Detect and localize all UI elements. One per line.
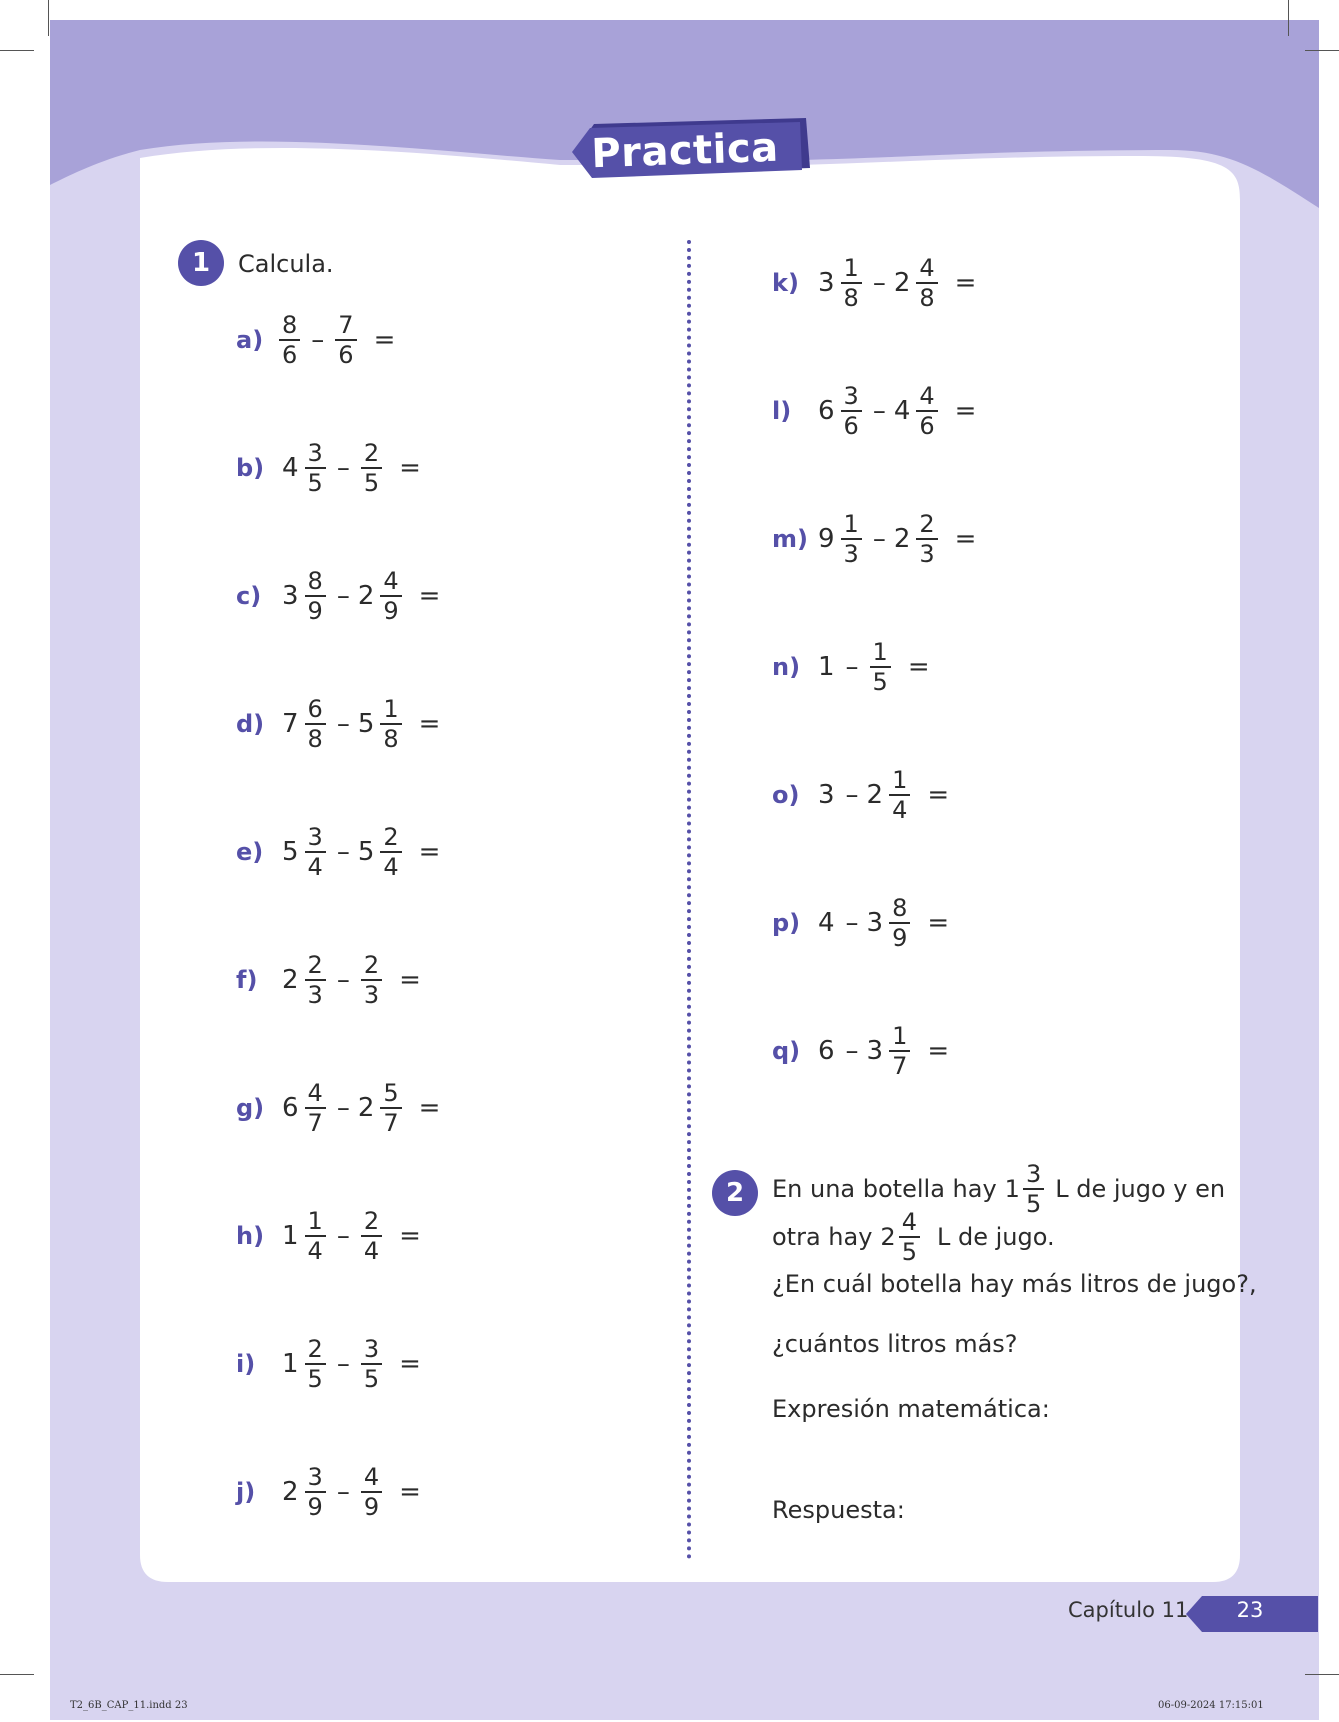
fraction xyxy=(361,951,382,1009)
numerator: 6 xyxy=(305,695,326,725)
numerator: 2 xyxy=(305,1335,326,1365)
equals-sign: = xyxy=(927,780,950,810)
exercise-item xyxy=(236,305,403,375)
denominator: 4 xyxy=(383,853,399,881)
print-slug-datetime: 06-09-2024 17:15:01 xyxy=(1158,1700,1264,1711)
whole-number: 6 xyxy=(818,396,835,426)
denominator: 6 xyxy=(338,341,354,369)
item-label: e) xyxy=(236,838,264,866)
numerator: 8 xyxy=(279,311,300,341)
equals-sign: = xyxy=(954,524,977,554)
fraction xyxy=(380,1079,401,1137)
equals-sign: = xyxy=(399,1477,421,1507)
equals-sign: = xyxy=(927,1036,950,1066)
whole-number: 6 xyxy=(282,1093,299,1123)
minus-sign: – xyxy=(336,965,350,995)
exercise-item xyxy=(236,817,448,887)
fraction xyxy=(305,439,326,497)
equals-sign: = xyxy=(907,652,930,682)
numerator: 1 xyxy=(380,695,401,725)
numerator: 2 xyxy=(361,1207,382,1237)
crop-mark xyxy=(0,1674,34,1675)
whole-number: 3 xyxy=(866,1036,884,1066)
denominator: 9 xyxy=(363,1493,380,1521)
fraction xyxy=(889,894,910,952)
numerator: 3 xyxy=(305,1463,326,1493)
numerator: 2 xyxy=(361,439,382,469)
numerator: 8 xyxy=(305,567,326,597)
numerator: 2 xyxy=(305,951,326,981)
minus-sign: – xyxy=(872,524,886,554)
exercise-item xyxy=(772,632,938,702)
numerator: 4 xyxy=(380,567,401,597)
fraction xyxy=(916,254,937,312)
item-label: j) xyxy=(236,1478,256,1506)
exercise-item xyxy=(236,433,429,503)
numerator: 1 xyxy=(889,766,910,796)
item-label: c) xyxy=(236,582,262,610)
fraction xyxy=(889,766,910,824)
denominator: 3 xyxy=(843,540,859,568)
numerator: 4 xyxy=(361,1463,382,1493)
denominator: 7 xyxy=(307,1109,323,1137)
numerator: 4 xyxy=(916,254,937,284)
item-label: k) xyxy=(772,269,799,297)
denominator: 8 xyxy=(307,725,323,753)
crop-mark xyxy=(48,0,49,36)
fraction xyxy=(305,951,326,1009)
denominator: 5 xyxy=(872,668,888,696)
minus-sign: – xyxy=(872,396,886,426)
equals-sign: = xyxy=(954,268,977,298)
fraction xyxy=(361,1335,382,1393)
minus-sign: – xyxy=(845,908,859,938)
minus-sign: – xyxy=(845,780,859,810)
denominator: 6 xyxy=(919,412,935,440)
whole-number: 2 xyxy=(880,1223,896,1251)
whole-number: 3 xyxy=(818,780,835,810)
equals-sign: = xyxy=(418,709,441,739)
problem-text: L de jugo y en xyxy=(1055,1175,1226,1203)
numerator: 1 xyxy=(841,254,862,284)
numerator: 1 xyxy=(889,1022,910,1052)
numerator: 4 xyxy=(899,1208,920,1238)
item-label: o) xyxy=(772,781,800,809)
fraction xyxy=(841,254,862,312)
fraction xyxy=(335,311,356,369)
whole-number: 4 xyxy=(818,908,835,938)
exercise-item xyxy=(772,888,957,958)
item-label: b) xyxy=(236,454,265,482)
exercise-item xyxy=(236,561,448,631)
whole-number: 1 xyxy=(282,1221,299,1251)
numerator: 1 xyxy=(870,638,891,668)
item-label: m) xyxy=(772,525,808,553)
whole-number: 2 xyxy=(893,268,911,298)
whole-number: 2 xyxy=(282,1477,299,1507)
denominator: 5 xyxy=(307,469,323,497)
fraction xyxy=(361,1463,382,1521)
whole-number: 5 xyxy=(282,837,299,867)
whole-number: 4 xyxy=(893,396,911,426)
equals-sign: = xyxy=(399,1221,421,1251)
whole-number: 9 xyxy=(818,524,835,554)
exercise-item xyxy=(772,504,984,574)
whole-number: 5 xyxy=(357,837,375,867)
denominator: 5 xyxy=(1025,1190,1042,1218)
whole-number: 2 xyxy=(357,581,375,611)
minus-sign: – xyxy=(311,325,325,355)
denominator: 8 xyxy=(843,284,859,312)
crop-mark xyxy=(1288,0,1289,36)
fraction xyxy=(889,1022,910,1080)
fraction xyxy=(841,510,862,568)
equals-sign: = xyxy=(927,908,950,938)
denominator: 3 xyxy=(363,981,380,1009)
item-label: n) xyxy=(772,653,801,681)
problem-text: otra hay xyxy=(772,1223,873,1251)
expression-label: Expresión matemática: xyxy=(772,1395,1050,1423)
minus-sign: – xyxy=(336,1477,350,1507)
denominator: 8 xyxy=(919,284,935,312)
exercise-item xyxy=(236,1457,429,1527)
denominator: 4 xyxy=(307,853,323,881)
whole-number: 2 xyxy=(866,780,884,810)
answer-label: Respuesta: xyxy=(772,1496,905,1524)
chapter-label: Capítulo 11 xyxy=(1068,1598,1189,1622)
equals-sign: = xyxy=(418,1093,441,1123)
denominator: 9 xyxy=(892,924,908,952)
denominator: 5 xyxy=(363,1365,380,1393)
numerator: 5 xyxy=(380,1079,401,1109)
problem-text: En una botella hay xyxy=(772,1175,997,1203)
fraction xyxy=(305,1335,326,1393)
whole-number: 4 xyxy=(282,453,299,483)
exercise-item xyxy=(772,1016,957,1086)
fraction xyxy=(841,382,862,440)
minus-sign: – xyxy=(336,837,350,867)
item-label: i) xyxy=(236,1350,256,1378)
minus-sign: – xyxy=(336,581,350,611)
exercise-item xyxy=(236,689,448,759)
numerator: 3 xyxy=(305,439,326,469)
numerator: 2 xyxy=(916,510,937,540)
fraction xyxy=(305,1079,326,1137)
minus-sign: – xyxy=(845,1036,859,1066)
minus-sign: – xyxy=(336,453,350,483)
numerator: 4 xyxy=(916,382,937,412)
denominator: 7 xyxy=(892,1052,908,1080)
denominator: 7 xyxy=(383,1109,399,1137)
fraction xyxy=(380,823,401,881)
print-slug-file: T2_6B_CAP_11.indd 23 xyxy=(70,1700,188,1711)
exercise-item xyxy=(236,1201,429,1271)
minus-sign: – xyxy=(336,1093,350,1123)
exercise-item xyxy=(772,248,984,318)
numerator: 1 xyxy=(305,1207,326,1237)
column-divider xyxy=(687,240,691,1560)
item-label: h) xyxy=(236,1222,265,1250)
denominator: 6 xyxy=(843,412,859,440)
mixed-number xyxy=(880,1208,923,1266)
whole-number: 2 xyxy=(357,1093,375,1123)
numerator: 7 xyxy=(335,311,356,341)
whole-number: 3 xyxy=(818,268,835,298)
numerator: 2 xyxy=(380,823,401,853)
whole-number: 3 xyxy=(282,581,299,611)
fraction xyxy=(899,1208,920,1266)
equals-sign: = xyxy=(418,837,441,867)
exercise-number-badge: 2 xyxy=(712,1170,758,1216)
denominator: 4 xyxy=(307,1237,323,1265)
denominator: 5 xyxy=(363,469,380,497)
minus-sign: – xyxy=(872,268,886,298)
exercise-item xyxy=(772,760,957,830)
whole-number: 3 xyxy=(866,908,884,938)
item-label: g) xyxy=(236,1094,265,1122)
item-label: f) xyxy=(236,966,258,994)
exercise-number-badge: 1 xyxy=(178,240,224,286)
fraction xyxy=(870,638,891,696)
fraction xyxy=(380,567,401,625)
denominator: 8 xyxy=(383,725,399,753)
whole-number: 1 xyxy=(1004,1175,1020,1203)
problem-question: ¿cuántos litros más? xyxy=(772,1330,1018,1358)
denominator: 5 xyxy=(901,1238,917,1266)
whole-number: 7 xyxy=(282,709,299,739)
crop-mark xyxy=(0,50,34,51)
equals-sign: = xyxy=(418,581,441,611)
minus-sign: – xyxy=(336,1221,350,1251)
whole-number: 1 xyxy=(282,1349,299,1379)
exercise-item xyxy=(772,376,984,446)
minus-sign: – xyxy=(336,709,350,739)
numerator: 3 xyxy=(1023,1160,1044,1190)
crop-mark xyxy=(1305,50,1339,51)
denominator: 4 xyxy=(363,1237,380,1265)
fraction xyxy=(916,510,937,568)
denominator: 4 xyxy=(892,796,908,824)
fraction xyxy=(380,695,401,753)
page-number: 23 xyxy=(1236,1598,1264,1622)
fraction xyxy=(361,439,382,497)
exercise-instruction: Calcula. xyxy=(238,250,334,278)
whole-number: 2 xyxy=(893,524,911,554)
problem-line xyxy=(772,1208,1055,1266)
denominator: 9 xyxy=(383,597,399,625)
denominator: 3 xyxy=(919,540,935,568)
equals-sign: = xyxy=(399,1349,421,1379)
equals-sign: = xyxy=(399,453,421,483)
exercise-item xyxy=(236,945,429,1015)
item-label: l) xyxy=(772,397,792,425)
equals-sign: = xyxy=(399,965,421,995)
fraction xyxy=(305,823,326,881)
fraction xyxy=(305,1207,326,1265)
fraction xyxy=(305,1463,326,1521)
numerator: 3 xyxy=(305,823,326,853)
whole-number: 1 xyxy=(818,652,835,682)
fraction xyxy=(916,382,937,440)
page-title: Practica xyxy=(590,124,780,178)
exercise-item xyxy=(236,1073,448,1143)
numerator: 2 xyxy=(361,951,382,981)
problem-text: L de jugo. xyxy=(936,1223,1055,1251)
item-label: p) xyxy=(772,909,801,937)
exercise-item xyxy=(236,1329,429,1399)
fraction xyxy=(305,567,326,625)
denominator: 9 xyxy=(307,1493,323,1521)
item-label: q) xyxy=(772,1037,801,1065)
numerator: 4 xyxy=(305,1079,326,1109)
fraction xyxy=(305,695,326,753)
minus-sign: – xyxy=(336,1349,350,1379)
whole-number: 5 xyxy=(357,709,375,739)
equals-sign: = xyxy=(954,396,977,426)
denominator: 3 xyxy=(307,981,323,1009)
denominator: 5 xyxy=(307,1365,323,1393)
problem-question: ¿En cuál botella hay más litros de jugo?, xyxy=(772,1270,1257,1298)
denominator: 6 xyxy=(282,341,298,369)
whole-number: 6 xyxy=(818,1036,835,1066)
numerator: 8 xyxy=(889,894,910,924)
item-label: d) xyxy=(236,710,265,738)
item-label: a) xyxy=(236,326,264,354)
fraction xyxy=(279,311,300,369)
numerator: 1 xyxy=(841,510,862,540)
denominator: 9 xyxy=(307,597,323,625)
whole-number: 2 xyxy=(282,965,299,995)
minus-sign: – xyxy=(845,652,859,682)
crop-mark xyxy=(1305,1674,1339,1675)
fraction xyxy=(361,1207,382,1265)
equals-sign: = xyxy=(373,325,396,355)
numerator: 3 xyxy=(361,1335,382,1365)
numerator: 3 xyxy=(841,382,862,412)
